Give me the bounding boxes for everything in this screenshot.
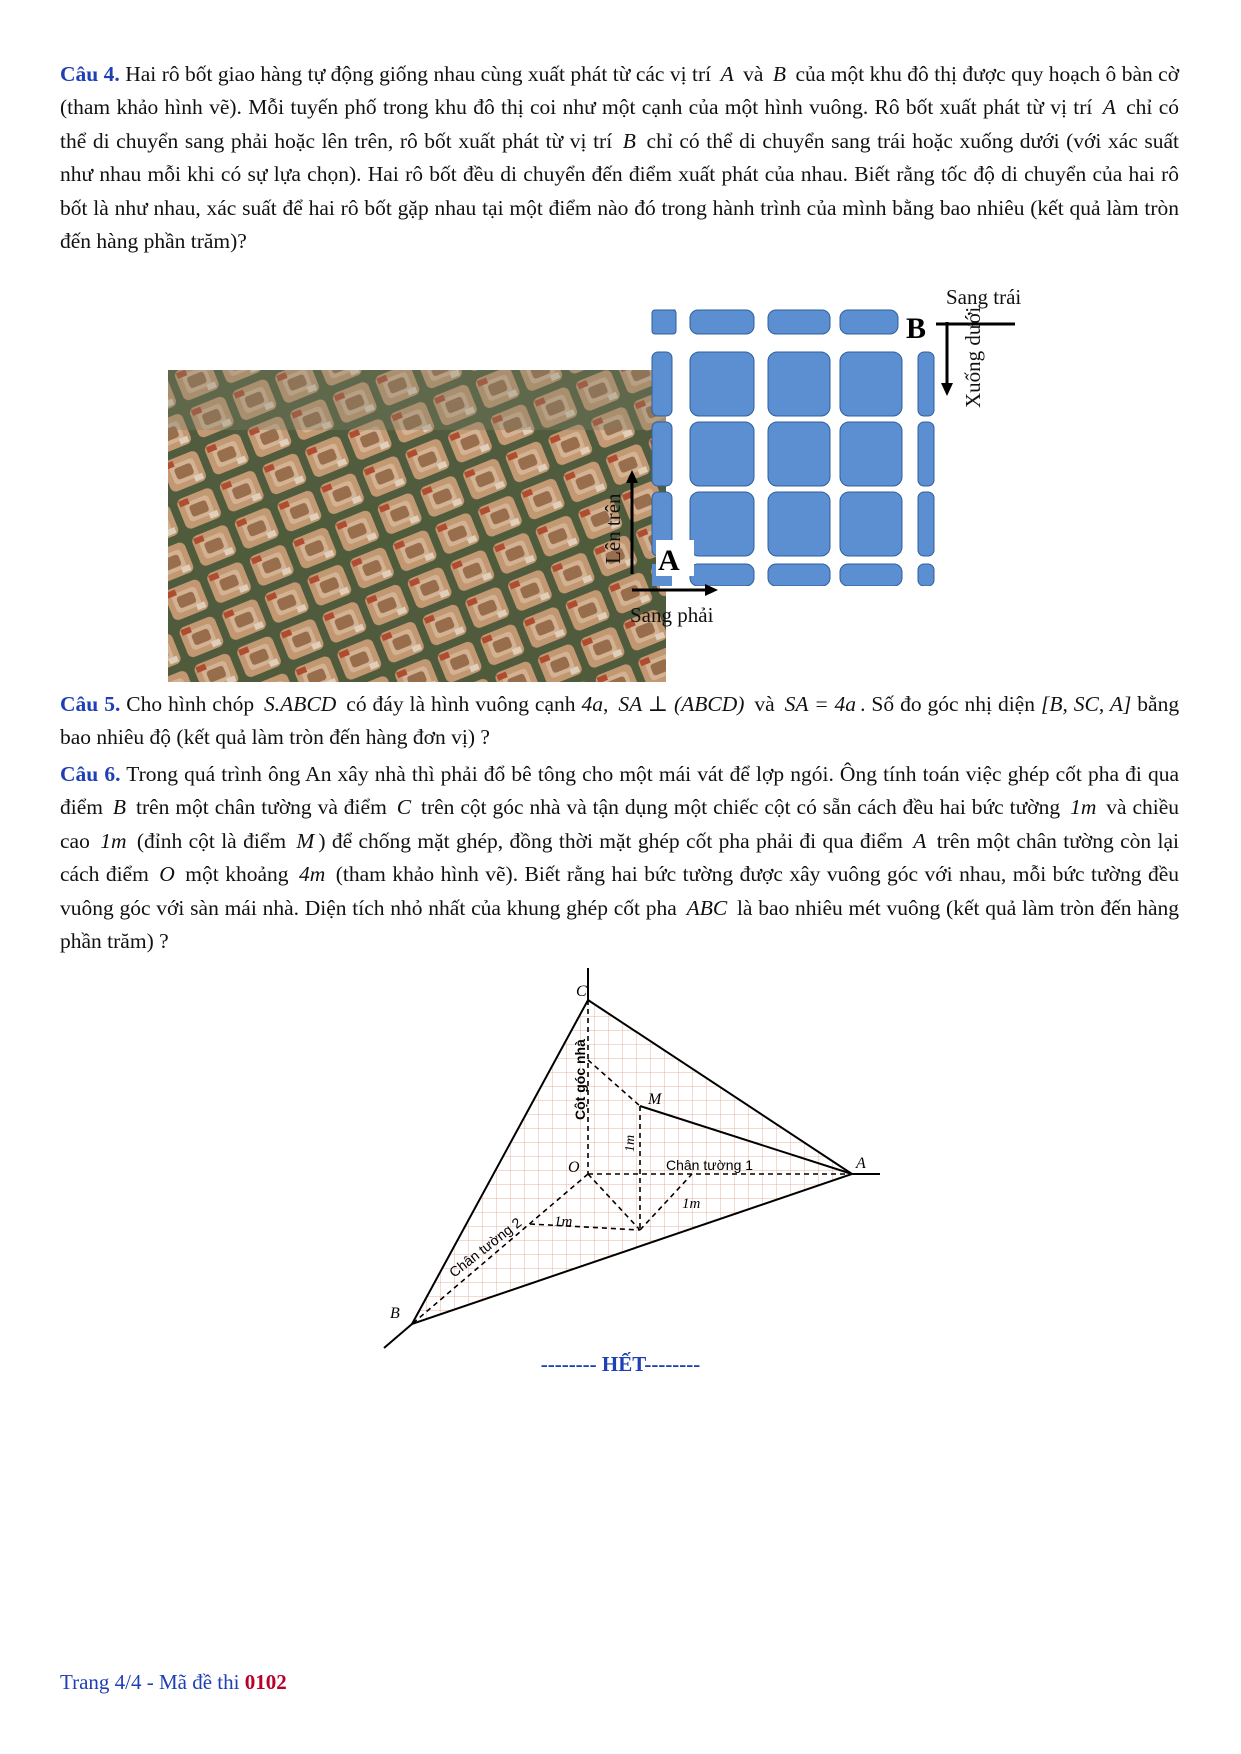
len-tren-label: Lên trên (601, 493, 625, 564)
question-5-text-1: Cho hình chóp (126, 692, 255, 716)
length-1m: 1m (1070, 795, 1097, 820)
city-aerial-photo (168, 370, 666, 682)
sa-length: SA = 4a (784, 692, 857, 716)
formwork-figure-drawing (370, 960, 910, 1360)
question-5-text-6: bằng bao nhiêu độ (kết quả làm tròn đến hàng đơn vị) ? (60, 692, 1180, 750)
question-4-label: Câu 4. (60, 62, 120, 86)
perpendicular-relation: SA ⊥ (ABCD) (618, 692, 745, 716)
point-b: B (772, 62, 787, 86)
question-6 (60, 758, 1179, 958)
side-length: 4a (581, 692, 603, 716)
label-c: C (576, 983, 587, 1000)
formwork-figure (370, 960, 910, 1360)
question-5-text-2: có đáy là hình vuông cạnh (346, 692, 576, 716)
city-aerial-photo-drawing (168, 370, 666, 682)
page-footer (60, 1670, 287, 1695)
sang-phai-label: Sang phải (630, 603, 714, 627)
corner-column-label: Cột góc nhà (572, 1039, 588, 1120)
question-6-text-7: trên một chân tường còn lại cách điểm (60, 828, 1180, 887)
question-4-text-2: và (743, 62, 764, 86)
grid-figure (601, 282, 1140, 688)
distance-label-a: 1m (682, 1196, 701, 1212)
question-6-text-5: (đỉnh cột là điểm (136, 828, 287, 853)
label-a: A (856, 1155, 866, 1172)
point-a: A (913, 828, 927, 853)
question-6-text-10: là bao nhiêu mét vuông (kết quả làm tròn đến hàng phần trăm) ? (60, 895, 1180, 954)
dihedral-angle: [B, SC, A] (1040, 692, 1132, 716)
wall-2-label: Chân tường 2 (445, 1214, 525, 1281)
end-mark: -------- HẾT-------- (540, 1352, 701, 1376)
label-o: O (568, 1159, 580, 1176)
block-right-edge (918, 352, 934, 416)
question-6-text-1: Trong quá trình ông An xây nhà thì phải đổ bê tông cho một mái vát để lợp ngói. Ông tính toán việc ghép cốt pha đi qua điểm (60, 762, 1179, 820)
question-4-text-4: chỉ có thể di chuyển sang phải hoặc lên trên, rô bốt xuất phát từ vị trí (60, 95, 1180, 153)
question-6-text-2: trên một chân tường và điểm (135, 795, 387, 820)
question-4-text-1: Hai rô bốt giao hàng tự động giống nhau cùng xuất phát từ các vị trí (125, 62, 712, 86)
wall-2-extension (384, 1324, 412, 1348)
point-b: B (112, 795, 127, 820)
length-4m: 4m (298, 862, 326, 887)
question-4-text-5: chỉ có thể di chuyển sang trái hoặc xuống dưới (với xác suất như nhau mỗi khi có sự lựa chọn). Hai rô bốt đều di chuyển đến điểm xuất phát của nhau. Biết rằng tốc độ di chuyển của hai rô bốt là như nhau, xác suất để hai rô bốt gặp nhau tại một điểm nào đó trong hành trình của mình bằng bao nhiêu (kết quả làm tròn đến hàng phần trăm)? (60, 128, 1180, 254)
distance-label-b: 1m (554, 1214, 573, 1230)
column-height-label: 1m (623, 1134, 638, 1152)
point-c: C (396, 795, 412, 820)
question-5-text-3: , (602, 692, 609, 716)
question-4-text-3: của một khu đô thị được quy hoạch ô bàn cờ (tham khảo hình vẽ). Mỗi tuyến phố trong khu đô thị coi như một cạnh của một hình vuông. Rô bốt xuất phát từ vị trí (60, 62, 1180, 120)
pyramid-name: S.ABCD (264, 692, 337, 716)
question-4 (60, 58, 1179, 258)
height-1m: 1m (100, 828, 127, 853)
question-6-text-4: và chiều cao (60, 795, 1180, 853)
point-o: O (159, 862, 175, 887)
label-m: M (648, 1091, 662, 1108)
question-5 (60, 688, 1179, 755)
grid-figure-drawing (601, 282, 1140, 688)
point-b: B (622, 128, 636, 153)
footer-text: Trang 4/4 - Mã đề thi (60, 1670, 240, 1694)
question-5-label: Câu 5. (60, 692, 121, 716)
question-5-text-4: và (754, 692, 775, 716)
question-6-label: Câu 6. (60, 762, 121, 786)
exam-code: 0102 (244, 1670, 287, 1694)
point-m: M (296, 828, 315, 853)
question-6-text-9: (tham khảo hình vẽ). Biết rằng hai bức tường được xây vuông góc với nhau, mỗi bức tường đều vuông góc với sàn mái nhà. Diện tích nhỏ nhất của khung ghép cốt pha (60, 862, 1180, 920)
label-a: A (658, 544, 680, 577)
question-6-text-6: ) để chống mặt ghép, đồng thời mặt ghép cốt pha phải đi qua điểm (318, 828, 903, 853)
question-6-text-3: trên cột góc nhà và tận dụng một chiếc cột có sẵn cách đều hai bức tường (421, 795, 1061, 820)
xuong-duoi-label: Xuống dưới (961, 306, 985, 408)
question-6-text-8: một khoảng (185, 862, 289, 887)
point-a: A (1102, 95, 1116, 120)
triangle-abc: ABC (686, 895, 728, 920)
wall-1-label: Chân tường 1 (666, 1157, 754, 1173)
block-grid (652, 310, 934, 586)
label-b: B (906, 312, 927, 345)
down-arrow-head (941, 383, 953, 396)
label-b: B (390, 1305, 400, 1322)
sang-trai-label: Sang trái (946, 285, 1022, 309)
question-5-text-5: . Số đo góc nhị diện (860, 692, 1035, 716)
point-a: A (720, 62, 734, 86)
